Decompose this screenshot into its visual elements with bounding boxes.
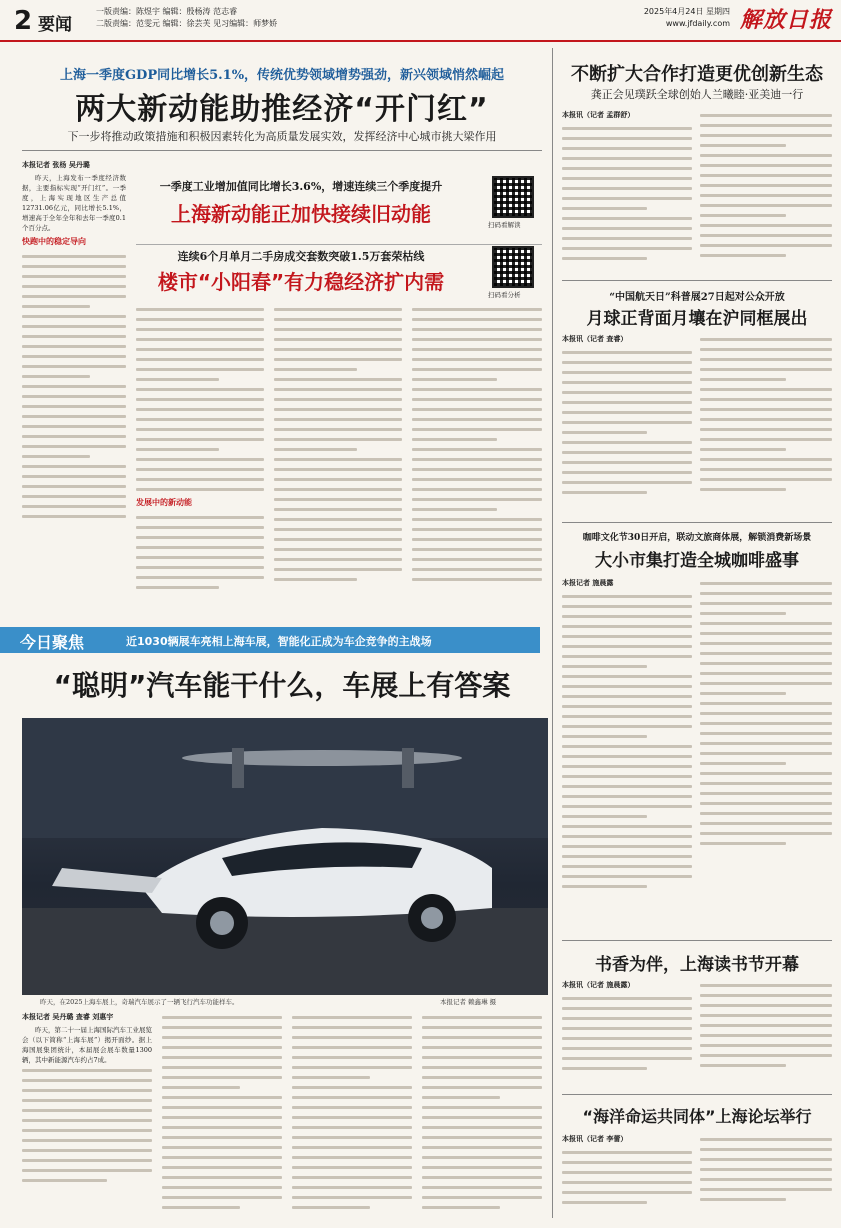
site-url[interactable]: www.jfdaily.com — [665, 19, 730, 28]
lead-column-4 — [412, 304, 542, 624]
auto-byline: 本报记者 吴丹璐 查睿 刘惠宇 — [22, 1013, 114, 1021]
right-headline-5: “海洋命运共同体”上海论坛举行 — [582, 1107, 812, 1126]
right-byline-5: 本报讯（记者 李蕾） — [562, 1135, 628, 1143]
story2-kicker: 连续6个月单月二手房成交套数突破1.5万套荣枯线 — [177, 250, 425, 263]
divider — [562, 280, 832, 281]
qr-code-icon[interactable] — [492, 176, 534, 218]
qr-label: 扫码看分析 — [488, 291, 521, 299]
photo-caption: 昨天，在2025上海车展上，奇瑞汽车展示了一辆飞行汽车功能样车。 — [40, 998, 239, 1006]
photo-illustration — [22, 718, 548, 995]
right-byline-4: 本报讯（记者 施晨露） — [562, 981, 635, 989]
right-story2-col2 — [700, 334, 832, 514]
section-title: 要闻 — [38, 15, 72, 35]
sidebar-story-1 — [136, 160, 542, 245]
right-headline-4: 书香为伴，上海读书节开幕 — [595, 955, 799, 975]
flying-car-photo — [22, 718, 548, 995]
auto-column-1 — [22, 1012, 152, 1222]
divider — [562, 1094, 832, 1095]
story1-headline: 上海新动能正加快接续旧动能 — [171, 202, 431, 226]
lead-byline: 本报记者 张杨 吴丹璐 — [22, 161, 90, 169]
right-deck-1: 龚正会见璞跃全球创始人兰曦睦·亚美迪一行 — [590, 88, 804, 101]
qr-label: 扫码看解读 — [488, 221, 521, 229]
lead-deck: 下一步将推动政策措施和积极因素转化为高质量发展实效，发挥经济中心城市挑大梁作用 — [67, 130, 497, 143]
story1-kicker: 一季度工业增加值同比增长3.6%，增速连续三个季度提升 — [159, 180, 443, 193]
focus-banner — [0, 627, 540, 653]
column-divider — [552, 48, 553, 1218]
lead-headline: 两大新动能助推经济“开门红” — [75, 92, 489, 127]
divider — [562, 522, 832, 523]
auto-column-3 — [292, 1012, 412, 1222]
lead-intro: 昨天，上海发布一季度经济数据，主要指标实现“开门红”。一季度，上海实现地区生产总值12731.06亿元，同比增长5.1%，增速高于全年全年和去年一季度0.1个百分点。 — [22, 174, 126, 232]
divider — [22, 150, 542, 151]
divider — [562, 940, 832, 941]
right-headline-1: 不断扩大合作打造更优创新生态 — [571, 64, 823, 85]
auto-column-4 — [422, 1012, 542, 1222]
right-story1-col1 — [562, 110, 692, 270]
right-byline-3: 本报记者 施晨露 — [562, 579, 614, 587]
right-story1-col2 — [700, 110, 832, 270]
auto-column-2 — [162, 1012, 282, 1222]
focus-banner-text: 近1030辆展车亮相上海车展，智能化正成为车企竞争的主战场 — [126, 635, 432, 648]
photo-credit: 本报记者 赖鑫琳 摄 — [440, 998, 497, 1006]
right-headline-3: 大小市集打造全城咖啡盛事 — [595, 551, 799, 571]
right-headline-2: 月球正背面月壤在沪同框展出 — [586, 309, 808, 329]
right-story5-col1 — [562, 1134, 692, 1222]
masthead — [0, 0, 841, 42]
right-story3-col1 — [562, 578, 692, 938]
lead-kicker: 上海一季度GDP同比增长5.1%，传统优势领域增势强劲，新兴领域悄然崛起 — [59, 68, 505, 83]
lead-subhead-2: 发展中的新动能 — [136, 498, 192, 507]
focus-tag: 今日聚焦 — [20, 633, 85, 652]
right-story4-col2 — [700, 980, 832, 1090]
right-story2-col1 — [562, 334, 692, 514]
auto-intro: 昨天，第二十一届上海国际汽车工业展览会（以下简称“上海车展”）揭开面纱。据上海国展集团统计，本届展会展车数量1300辆，其中新能源汽车约占7成。 — [22, 1026, 152, 1064]
right-story4-col1 — [562, 980, 692, 1090]
qr-code-icon[interactable] — [492, 246, 534, 288]
right-kicker-3: 咖啡文化节30日开启，联动文旅商体展，解锁消费新场景 — [582, 533, 812, 543]
editors-line-2: 二版责编：范雯元 编辑：徐芸芙 见习编辑：师梦娇 — [96, 19, 278, 28]
right-byline-2: 本报讯（记者 查睿） — [562, 335, 628, 343]
right-story3-col2 — [700, 578, 832, 938]
sidebar-story-2 — [136, 246, 542, 300]
auto-headline: “聪明”汽车能干什么，车展上有答案 — [53, 669, 511, 702]
date-text: 2025年4月24日 星期四 — [643, 7, 730, 16]
page-number: 2 — [14, 6, 33, 36]
lead-column-3 — [274, 304, 402, 624]
right-story5-col2 — [700, 1134, 832, 1222]
issue-date — [580, 6, 730, 30]
editors-credit — [96, 6, 277, 30]
right-kicker-2: “中国航天日”科普展27日起对公众开放 — [609, 292, 785, 303]
lead-column-2 — [136, 304, 264, 624]
right-byline-1: 本报讯（记者 孟群舒） — [562, 111, 635, 119]
lead-column-1 — [22, 160, 126, 630]
editors-line-1: 一版责编：陈煜宇 编辑：殷杨涛 范志睿 — [96, 7, 238, 16]
newspaper-logo: 解放日报 — [740, 7, 833, 33]
story2-headline: 楼市“小阳春”有力稳经济扩内需 — [157, 270, 445, 294]
lead-subhead-1: 快跑中的稳定导向 — [22, 237, 86, 246]
